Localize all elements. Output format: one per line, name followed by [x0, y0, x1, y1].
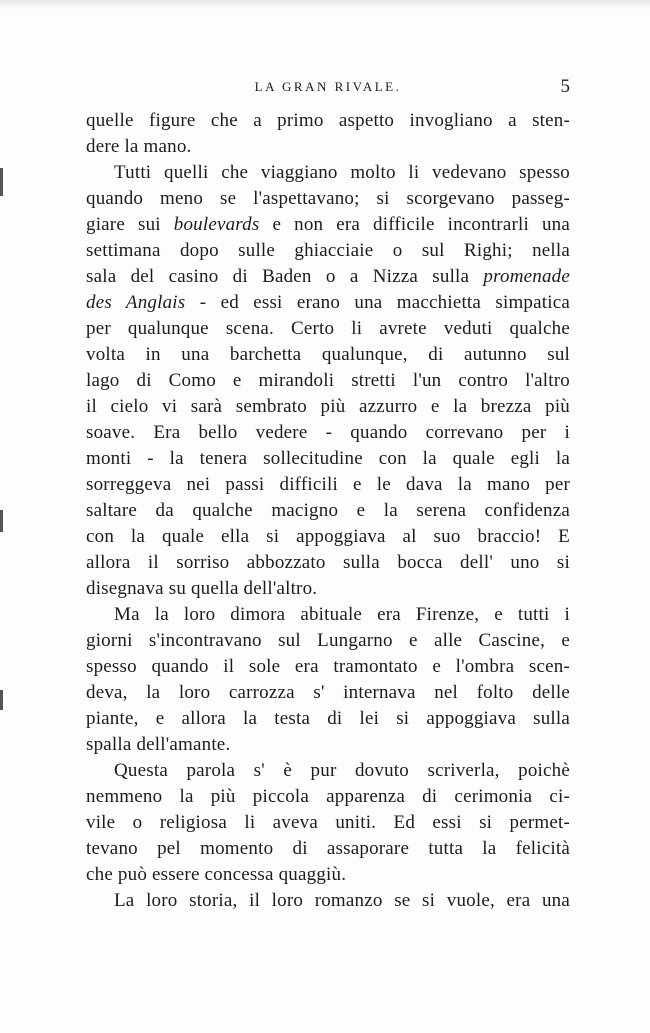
text-line: spalla dell'amante.: [86, 734, 231, 755]
text-line: nemmeno la più piccola apparenza di cerimonia ci-: [86, 786, 570, 807]
text-line: il cielo vi sarà sembrato più azzurro e la brezza più: [86, 396, 570, 417]
text-line: deva, la loro carrozza s' internava nel folto delle: [86, 682, 570, 703]
paragraph: [86, 160, 570, 602]
paragraph: [86, 602, 570, 758]
binding-edge-mark: [0, 510, 3, 532]
paragraph: [86, 888, 570, 914]
page-header: [86, 76, 570, 106]
text-line: che può essere concessa quaggiù.: [86, 864, 347, 885]
text-line: monti - la tenera sollecitudine con la quale egli la: [86, 448, 570, 469]
running-title: LA GRAN RIVALE.: [254, 79, 402, 94]
text-line: volta in una barchetta qualunque, di autunno sul: [86, 344, 570, 365]
text-line: quando meno se l'aspettavano; si scorgevano passeg-: [86, 188, 570, 209]
text-line: La loro storia, il loro romanzo se si vuole, era una: [114, 890, 570, 911]
text-line: spesso quando il sole era tramontato e l'ombra scen-: [86, 656, 570, 677]
italic-term: boulevards: [173, 214, 260, 235]
binding-edge-mark: [0, 690, 3, 710]
text-line: giare sui boulevards e non era difficile incontrarli una: [86, 214, 570, 235]
text-line: giorni s'incontravano sul Lungarno e alle Cascine, e: [86, 630, 570, 651]
text-line: lago di Como e mirandoli stretti l'un contro l'altro: [86, 370, 570, 391]
text-line: tevano pel momento di assaporare tutta la felicità: [86, 838, 570, 859]
text-line: quelle figure che a primo aspetto invogliano a sten-: [86, 110, 570, 131]
text-line: Tutti quelli che viaggiano molto li vedevano spesso: [114, 162, 570, 183]
text-line: sorreggeva nei passi difficili e le dava la mano per: [86, 474, 570, 495]
text-line: con la quale ella si appoggiava al suo braccio! E: [86, 526, 570, 547]
paragraph: [86, 108, 570, 160]
text-line: vile o religiosa li aveva uniti. Ed essi si permet-: [86, 812, 570, 833]
text-line: piante, e allora la testa di lei si appoggiava sulla: [86, 708, 570, 729]
body-text: [86, 108, 570, 914]
text-line: allora il sorriso abbozzato sulla bocca dell' uno si: [86, 552, 570, 573]
text-line: soave. Era bello vedere - quando correvano per i: [86, 422, 570, 443]
text-line: settimana dopo sulle ghiacciaie o sul Righi; nella: [86, 240, 570, 261]
text-line: dere la mano.: [86, 136, 192, 157]
text-line: disegnava su quella dell'altro.: [86, 578, 318, 599]
text-line: des Anglais - ed essi erano una macchietta simpatica: [86, 292, 570, 313]
paragraph: [86, 758, 570, 888]
text-line: saltare da qualche macigno e la serena confidenza: [86, 500, 570, 521]
text-line: Questa parola s' è pur dovuto scriverla, poichè: [114, 760, 570, 781]
italic-term: promenade: [483, 266, 570, 287]
text-line: sala del casino di Baden o a Nizza sulla promenade: [86, 266, 570, 287]
text-line: Ma la loro dimora abituale era Firenze, e tutti i: [114, 604, 570, 625]
text-line: per qualunque scena. Certo li avrete veduti qualche: [86, 318, 570, 339]
binding-edge-mark: [0, 168, 3, 196]
page-number: 5: [560, 76, 570, 97]
page-top-shadow: [0, 0, 650, 10]
italic-term: des Anglais: [86, 292, 186, 313]
